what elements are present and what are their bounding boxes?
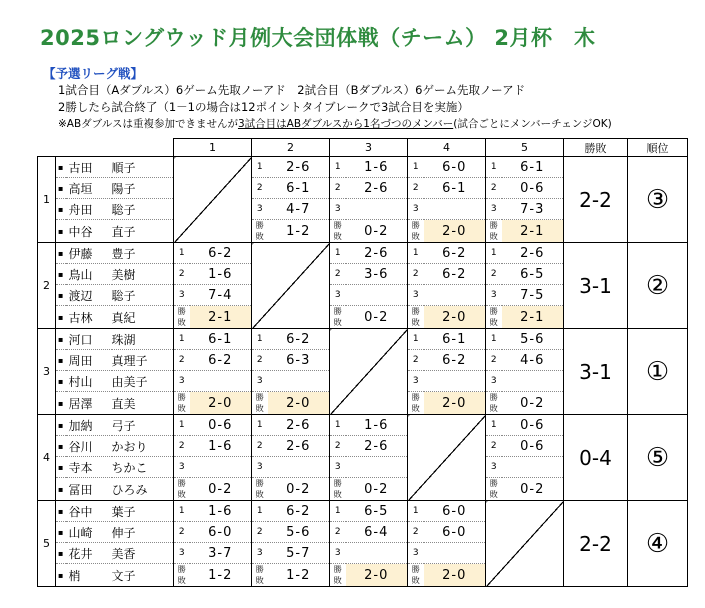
match-result: 0-2 xyxy=(502,478,564,501)
game-score xyxy=(346,543,408,564)
result-label: 勝敗 xyxy=(330,220,346,243)
table-row xyxy=(38,243,688,264)
game-score: 1-6 xyxy=(190,264,252,285)
player-given-name: 陽子 xyxy=(112,178,174,199)
game-index: 1 xyxy=(252,329,268,350)
game-score: 7-5 xyxy=(502,285,564,306)
game-score xyxy=(190,457,252,478)
result-label: 勝敗 xyxy=(174,306,190,329)
player-surname: 周田 xyxy=(66,350,112,371)
game-index: 2 xyxy=(330,264,346,285)
player-surname: 寺本 xyxy=(66,457,112,478)
game-index: 2 xyxy=(486,436,502,457)
result-label: 勝敗 xyxy=(486,306,502,329)
player-surname: 梢 xyxy=(66,564,112,587)
game-index: 1 xyxy=(174,329,190,350)
game-score: 2-6 xyxy=(268,436,330,457)
game-score: 6-2 xyxy=(424,264,486,285)
team-record: 3-1 xyxy=(564,329,628,415)
game-score: 6-5 xyxy=(346,501,408,522)
game-score: 6-0 xyxy=(424,501,486,522)
team-record: 3-1 xyxy=(564,243,628,329)
table-row xyxy=(38,329,688,350)
match-result: 2-0 xyxy=(190,392,252,415)
bullet-icon: ▪ xyxy=(56,285,66,306)
game-index: 2 xyxy=(408,350,424,371)
match-result: 2-0 xyxy=(424,564,486,587)
result-label: 勝敗 xyxy=(408,564,424,587)
game-score xyxy=(424,199,486,220)
bullet-icon: ▪ xyxy=(56,415,66,436)
game-score: 5-6 xyxy=(268,522,330,543)
game-index: 1 xyxy=(174,501,190,522)
header-col-5: 5 xyxy=(486,139,564,157)
game-index: 3 xyxy=(408,199,424,220)
bullet-icon: ▪ xyxy=(56,306,66,329)
game-score xyxy=(190,371,252,392)
game-score: 2-6 xyxy=(346,178,408,199)
bullet-icon: ▪ xyxy=(56,199,66,220)
game-index: 2 xyxy=(486,178,502,199)
player-surname: 冨田 xyxy=(66,478,112,501)
game-index: 2 xyxy=(330,178,346,199)
game-score: 5-7 xyxy=(268,543,330,564)
match-result: 2-0 xyxy=(268,392,330,415)
game-score: 2-6 xyxy=(268,415,330,436)
player-surname: 中谷 xyxy=(66,220,112,243)
game-index: 2 xyxy=(174,264,190,285)
player-surname: 鳥山 xyxy=(66,264,112,285)
rule-line-3-pre: ※ABダブルスは重複参加できませんが xyxy=(58,118,238,130)
game-index: 1 xyxy=(408,243,424,264)
bullet-icon: ▪ xyxy=(56,478,66,501)
result-label: 勝敗 xyxy=(174,564,190,587)
player-surname: 花井 xyxy=(66,543,112,564)
self-match-cell xyxy=(330,329,408,415)
game-score: 6-0 xyxy=(424,157,486,178)
game-score: 6-0 xyxy=(190,522,252,543)
bullet-icon: ▪ xyxy=(56,264,66,285)
self-match-cell xyxy=(252,243,330,329)
game-score: 2-6 xyxy=(502,243,564,264)
rule-line-3 xyxy=(58,116,612,131)
game-score xyxy=(346,199,408,220)
rule-line-3-post: (試合ごとにメンバーチェンジOK) xyxy=(453,118,612,130)
match-result: 2-0 xyxy=(424,220,486,243)
result-label: 勝敗 xyxy=(408,220,424,243)
game-score: 6-1 xyxy=(190,329,252,350)
game-score: 7-4 xyxy=(190,285,252,306)
match-result: 2-0 xyxy=(424,306,486,329)
bullet-icon: ▪ xyxy=(56,243,66,264)
player-given-name: 聡子 xyxy=(112,285,174,306)
player-given-name: 由美子 xyxy=(112,371,174,392)
game-index: 2 xyxy=(174,522,190,543)
player-surname: 高垣 xyxy=(66,178,112,199)
table-row xyxy=(38,501,688,522)
result-label: 勝敗 xyxy=(252,220,268,243)
game-index: 2 xyxy=(252,522,268,543)
match-result: 0-2 xyxy=(346,306,408,329)
game-index: 1 xyxy=(330,243,346,264)
result-label: 勝敗 xyxy=(330,564,346,587)
team-record: 2-2 xyxy=(564,157,628,243)
rule-line-3-underlined: 3試合目はABダブルスから1名づつのメンバー xyxy=(237,118,454,130)
match-result: 1-2 xyxy=(268,564,330,587)
game-index: 3 xyxy=(330,285,346,306)
match-result: 2-0 xyxy=(424,392,486,415)
section-title: 【予選リーグ戦】 xyxy=(43,66,144,81)
game-score: 6-2 xyxy=(190,350,252,371)
team-rank: ① xyxy=(628,329,688,415)
game-score xyxy=(346,457,408,478)
game-index: 2 xyxy=(330,522,346,543)
player-given-name: 豊子 xyxy=(112,243,174,264)
game-score xyxy=(502,457,564,478)
game-score xyxy=(502,371,564,392)
game-index: 2 xyxy=(252,350,268,371)
game-index: 3 xyxy=(408,285,424,306)
game-index: 1 xyxy=(486,243,502,264)
header-col-4: 4 xyxy=(408,139,486,157)
game-index: 2 xyxy=(252,436,268,457)
header-col-1: 1 xyxy=(174,139,252,157)
game-score: 0-6 xyxy=(190,415,252,436)
bullet-icon: ▪ xyxy=(56,543,66,564)
player-surname: 渡辺 xyxy=(66,285,112,306)
team-number: 3 xyxy=(38,329,56,415)
rule-line-2: 2勝したら試合終了（1－1の場合は12ポイントタイブレークで3試合目を実施） xyxy=(58,100,469,114)
game-score: 6-1 xyxy=(268,178,330,199)
player-surname: 河口 xyxy=(66,329,112,350)
game-score xyxy=(268,371,330,392)
game-index: 1 xyxy=(486,329,502,350)
bullet-icon: ▪ xyxy=(56,350,66,371)
game-index: 3 xyxy=(252,199,268,220)
team-record: 0-4 xyxy=(564,415,628,501)
game-index: 2 xyxy=(174,350,190,371)
game-score: 1-6 xyxy=(346,157,408,178)
bullet-icon: ▪ xyxy=(56,564,66,587)
match-result: 0-2 xyxy=(502,392,564,415)
game-index: 3 xyxy=(252,457,268,478)
result-label: 勝敗 xyxy=(252,564,268,587)
game-index: 1 xyxy=(252,501,268,522)
game-score: 2-6 xyxy=(268,157,330,178)
match-result: 0-2 xyxy=(346,478,408,501)
result-label: 勝敗 xyxy=(174,392,190,415)
game-score: 6-3 xyxy=(268,350,330,371)
match-result: 0-2 xyxy=(190,478,252,501)
game-index: 1 xyxy=(330,415,346,436)
game-index: 3 xyxy=(408,371,424,392)
team-rank: ④ xyxy=(628,501,688,587)
bullet-icon: ▪ xyxy=(56,220,66,243)
game-score: 4-6 xyxy=(502,350,564,371)
team-record: 2-2 xyxy=(564,501,628,587)
game-index: 3 xyxy=(330,457,346,478)
bullet-icon: ▪ xyxy=(56,329,66,350)
player-surname: 村山 xyxy=(66,371,112,392)
result-label: 勝敗 xyxy=(330,306,346,329)
game-index: 2 xyxy=(408,178,424,199)
result-label: 勝敗 xyxy=(486,478,502,501)
game-score: 6-5 xyxy=(502,264,564,285)
team-number: 1 xyxy=(38,157,56,243)
player-given-name: 葉子 xyxy=(112,501,174,522)
match-result: 2-1 xyxy=(190,306,252,329)
game-index: 3 xyxy=(174,457,190,478)
player-given-name: 聡子 xyxy=(112,199,174,220)
game-index: 1 xyxy=(486,157,502,178)
match-result: 2-1 xyxy=(502,220,564,243)
match-result: 0-2 xyxy=(268,478,330,501)
player-given-name: 直美 xyxy=(112,392,174,415)
player-surname: 加納 xyxy=(66,415,112,436)
game-score xyxy=(346,285,408,306)
game-index: 1 xyxy=(408,329,424,350)
header-col-2: 2 xyxy=(252,139,330,157)
result-label: 勝敗 xyxy=(174,478,190,501)
game-score: 0-6 xyxy=(502,436,564,457)
player-surname: 谷中 xyxy=(66,501,112,522)
game-index: 1 xyxy=(174,415,190,436)
player-given-name: 珠湖 xyxy=(112,329,174,350)
table-row xyxy=(38,415,688,436)
bullet-icon: ▪ xyxy=(56,157,66,178)
bullet-icon: ▪ xyxy=(56,392,66,415)
game-score: 6-2 xyxy=(268,329,330,350)
game-score: 6-2 xyxy=(424,350,486,371)
bullet-icon: ▪ xyxy=(56,522,66,543)
result-label: 勝敗 xyxy=(252,392,268,415)
game-index: 1 xyxy=(252,157,268,178)
player-surname: 古田 xyxy=(66,157,112,178)
game-score: 6-1 xyxy=(424,178,486,199)
game-score: 6-2 xyxy=(424,243,486,264)
game-index: 1 xyxy=(330,501,346,522)
game-score: 3-7 xyxy=(190,543,252,564)
player-given-name: 直子 xyxy=(112,220,174,243)
team-rank: ③ xyxy=(628,157,688,243)
player-surname: 舟田 xyxy=(66,199,112,220)
match-result: 0-2 xyxy=(346,220,408,243)
game-score: 6-2 xyxy=(190,243,252,264)
team-rank: ⑤ xyxy=(628,415,688,501)
game-score: 0-6 xyxy=(502,178,564,199)
game-score: 6-2 xyxy=(268,501,330,522)
game-score xyxy=(424,371,486,392)
game-index: 1 xyxy=(408,501,424,522)
game-index: 2 xyxy=(486,264,502,285)
game-index: 1 xyxy=(486,415,502,436)
team-rank: ② xyxy=(628,243,688,329)
player-given-name: 順子 xyxy=(112,157,174,178)
rule-line-1: 1試合目（Aダブルス）6ゲーム先取ノーアド 2試合目（Bダブルス）6ゲーム先取ノーアド xyxy=(58,83,526,97)
game-index: 1 xyxy=(252,415,268,436)
team-number: 2 xyxy=(38,243,56,329)
game-score: 6-1 xyxy=(424,329,486,350)
bullet-icon: ▪ xyxy=(56,457,66,478)
game-score: 6-1 xyxy=(502,157,564,178)
player-given-name: ひろみ xyxy=(112,478,174,501)
self-match-cell xyxy=(408,415,486,501)
game-index: 2 xyxy=(252,178,268,199)
bullet-icon: ▪ xyxy=(56,371,66,392)
team-number: 5 xyxy=(38,501,56,587)
league-table xyxy=(37,138,688,587)
header-blank xyxy=(38,139,174,157)
game-index: 2 xyxy=(408,522,424,543)
self-match-cell xyxy=(174,157,252,243)
result-label: 勝敗 xyxy=(408,306,424,329)
team-number: 4 xyxy=(38,415,56,501)
game-index: 3 xyxy=(330,543,346,564)
header-record: 勝敗 xyxy=(564,139,628,157)
game-score: 1-6 xyxy=(346,415,408,436)
match-result: 2-0 xyxy=(346,564,408,587)
game-score xyxy=(424,285,486,306)
match-result: 2-1 xyxy=(502,306,564,329)
result-label: 勝敗 xyxy=(252,478,268,501)
game-index: 2 xyxy=(408,264,424,285)
bullet-icon: ▪ xyxy=(56,501,66,522)
table-row xyxy=(38,157,688,178)
game-score: 2-6 xyxy=(346,436,408,457)
game-score: 0-6 xyxy=(502,415,564,436)
game-index: 3 xyxy=(174,285,190,306)
game-score: 6-0 xyxy=(424,522,486,543)
player-surname: 谷川 xyxy=(66,436,112,457)
result-label: 勝敗 xyxy=(486,220,502,243)
game-index: 3 xyxy=(252,543,268,564)
game-index: 2 xyxy=(330,436,346,457)
game-score: 2-6 xyxy=(346,243,408,264)
player-surname: 古林 xyxy=(66,306,112,329)
game-score: 7-3 xyxy=(502,199,564,220)
game-index: 2 xyxy=(174,436,190,457)
player-surname: 伊藤 xyxy=(66,243,112,264)
game-index: 1 xyxy=(408,157,424,178)
table-header-row xyxy=(38,139,688,157)
game-index: 3 xyxy=(174,371,190,392)
header-rank: 順位 xyxy=(628,139,688,157)
header-col-3: 3 xyxy=(330,139,408,157)
player-surname: 居澤 xyxy=(66,392,112,415)
player-surname: 山崎 xyxy=(66,522,112,543)
player-given-name: ちかこ xyxy=(112,457,174,478)
player-given-name: 美樹 xyxy=(112,264,174,285)
result-label: 勝敗 xyxy=(486,392,502,415)
player-given-name: 文子 xyxy=(112,564,174,587)
player-given-name: 伸子 xyxy=(112,522,174,543)
game-index: 3 xyxy=(486,457,502,478)
league-table-wrapper xyxy=(37,138,688,587)
player-given-name: 美香 xyxy=(112,543,174,564)
game-score: 4-7 xyxy=(268,199,330,220)
game-score: 3-6 xyxy=(346,264,408,285)
game-score: 1-6 xyxy=(190,501,252,522)
result-label: 勝敗 xyxy=(408,392,424,415)
game-index: 2 xyxy=(486,350,502,371)
game-score xyxy=(424,543,486,564)
self-match-cell xyxy=(486,501,564,587)
game-index: 3 xyxy=(486,199,502,220)
game-score: 6-4 xyxy=(346,522,408,543)
game-score xyxy=(268,457,330,478)
game-index: 3 xyxy=(408,543,424,564)
game-index: 3 xyxy=(330,199,346,220)
game-index: 3 xyxy=(486,371,502,392)
page-title: 2025ロングウッド月例大会団体戦（チーム） 2月杯 木 xyxy=(40,26,596,50)
game-index: 3 xyxy=(252,371,268,392)
match-result: 1-2 xyxy=(268,220,330,243)
result-label: 勝敗 xyxy=(330,478,346,501)
game-score: 5-6 xyxy=(502,329,564,350)
game-index: 1 xyxy=(330,157,346,178)
player-given-name: 真紀 xyxy=(112,306,174,329)
match-result: 1-2 xyxy=(190,564,252,587)
bullet-icon: ▪ xyxy=(56,178,66,199)
player-given-name: 真理子 xyxy=(112,350,174,371)
game-score: 1-6 xyxy=(190,436,252,457)
game-index: 1 xyxy=(174,243,190,264)
player-given-name: かおり xyxy=(112,436,174,457)
player-given-name: 弓子 xyxy=(112,415,174,436)
game-index: 3 xyxy=(486,285,502,306)
game-index: 3 xyxy=(174,543,190,564)
bullet-icon: ▪ xyxy=(56,436,66,457)
